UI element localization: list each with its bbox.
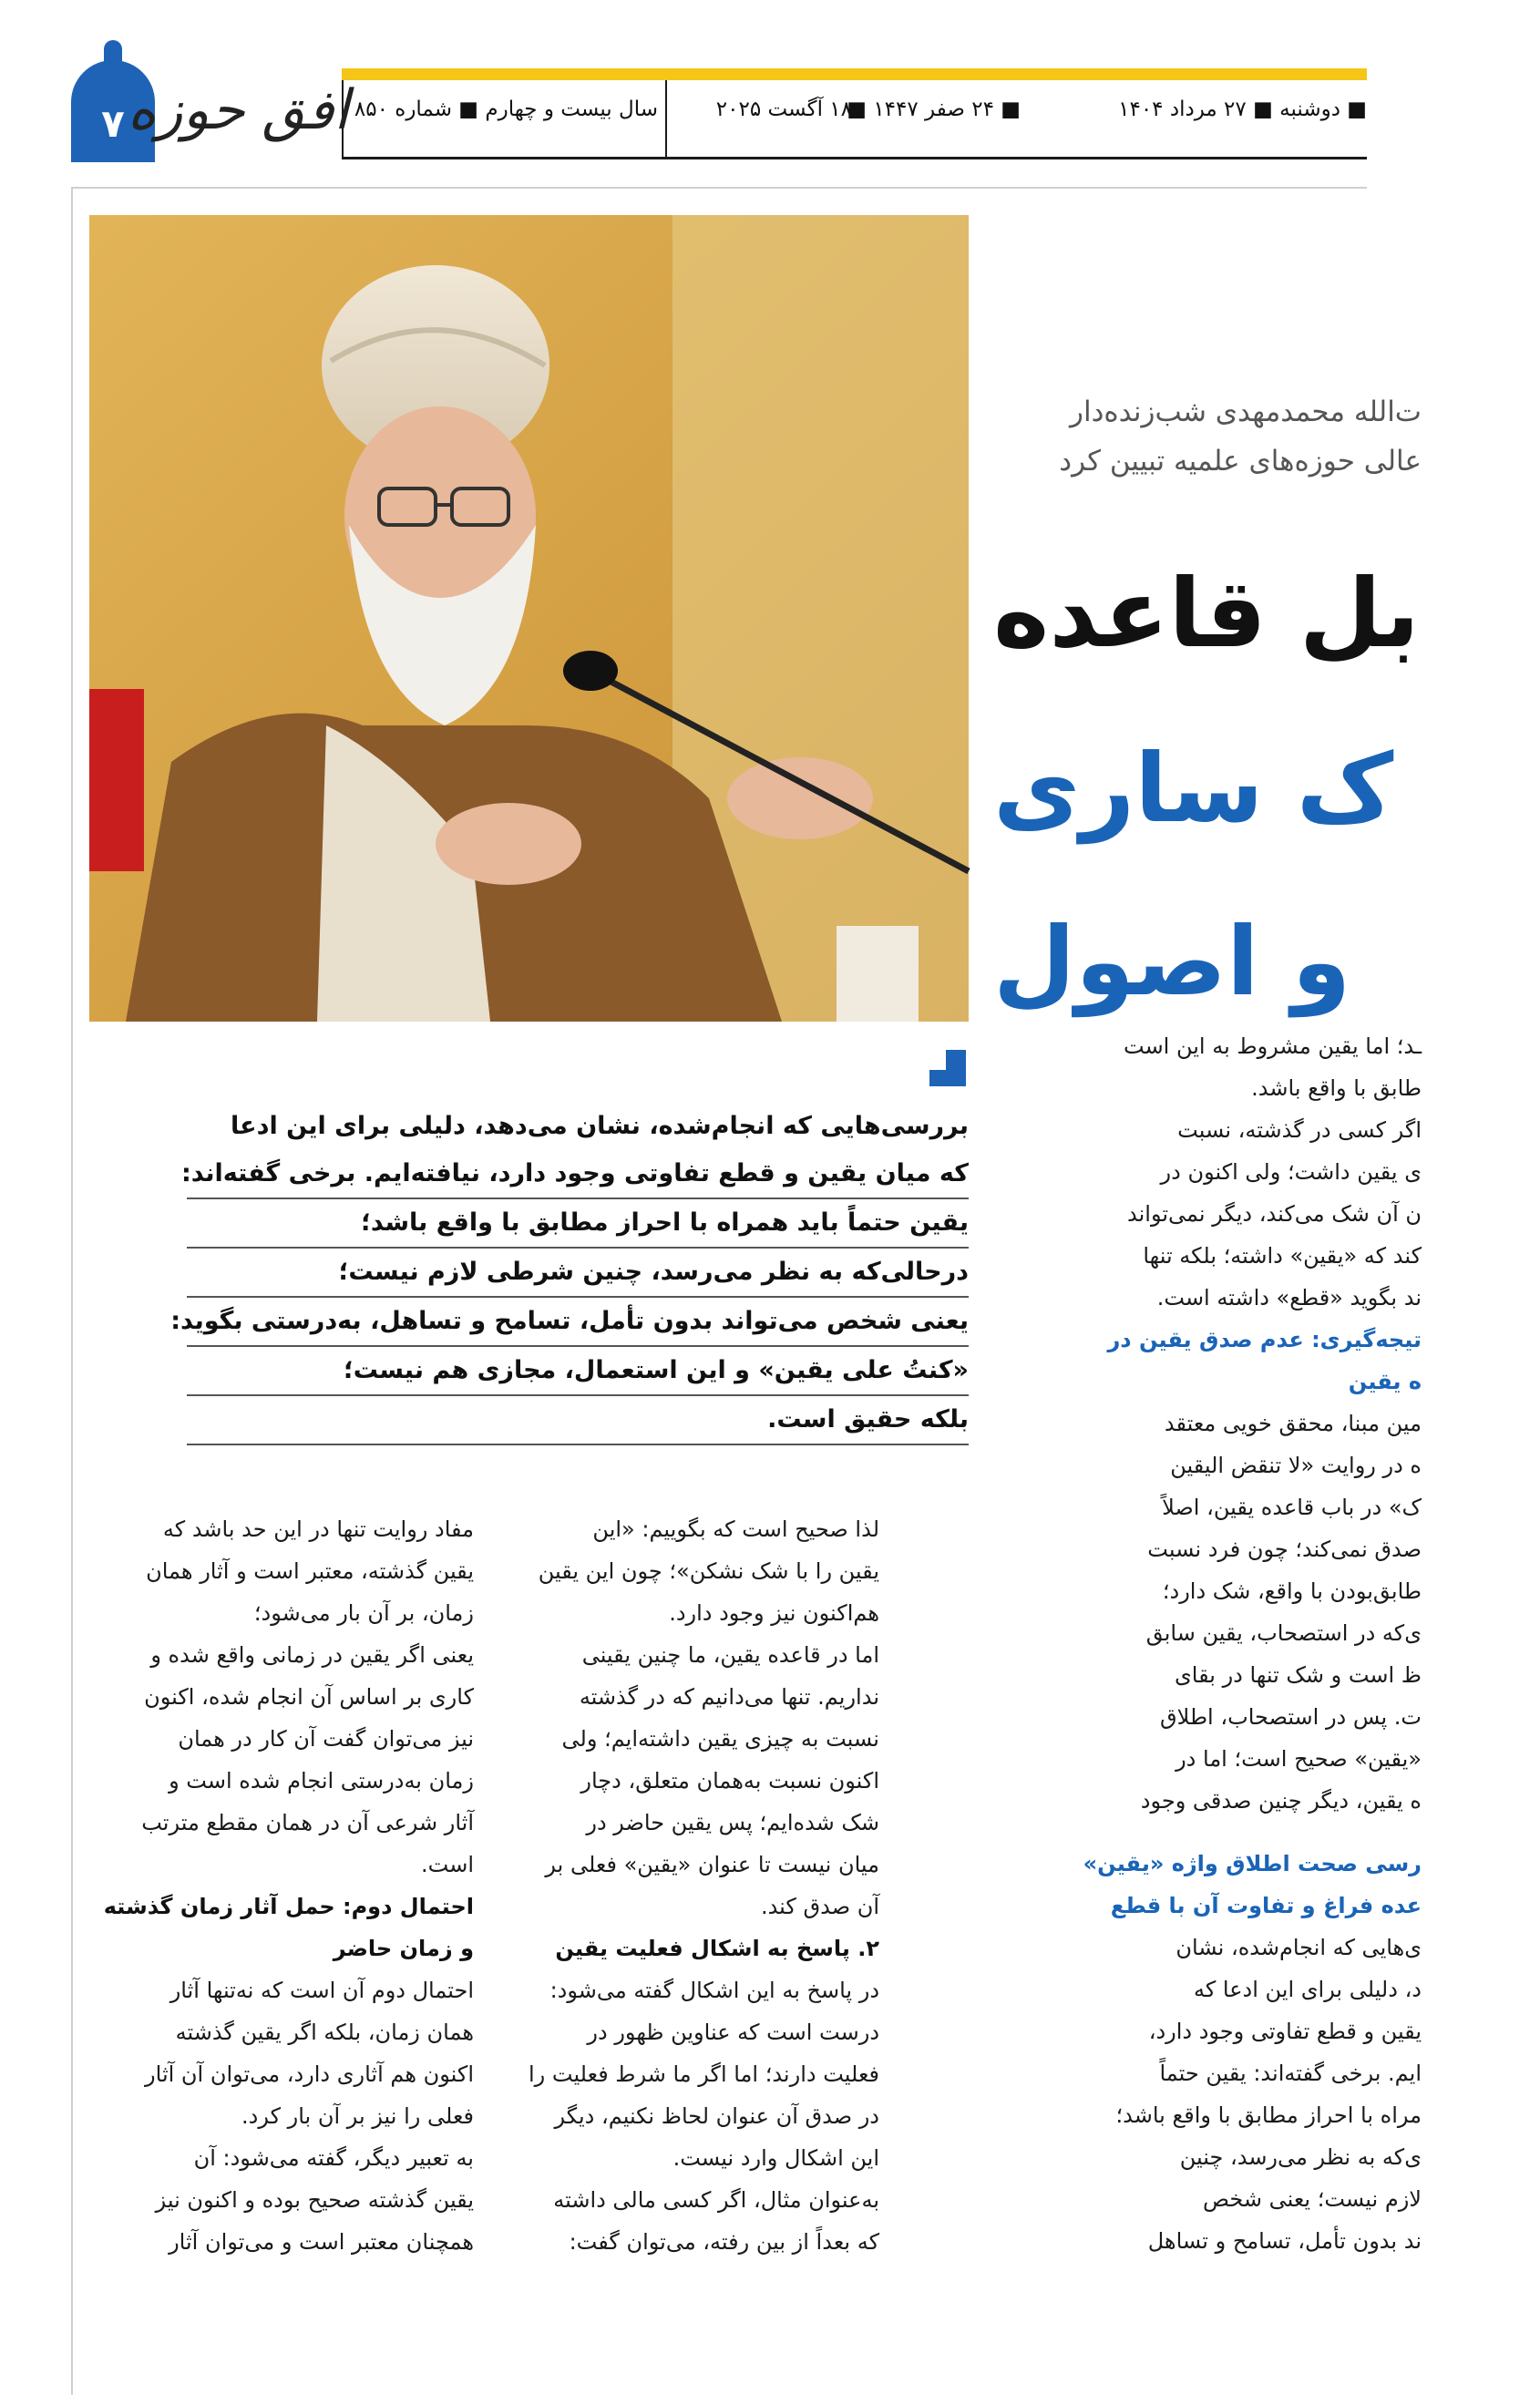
header-rule <box>342 157 1367 159</box>
text-line: ی یقین داشت؛ ولی اکنون در <box>1160 1159 1422 1185</box>
text-line: فعلی را نیز بر آن بار کرد. <box>241 2103 474 2129</box>
text-line: ت. پس در استصحاب، اطلاق <box>1160 1704 1422 1730</box>
text-line: طابق‌بودن با واقع، شک دارد؛ <box>1162 1578 1422 1604</box>
page-number: ۷ <box>101 101 125 146</box>
article-column-middle <box>519 1508 879 2263</box>
section-heading: ه یقین <box>1348 1369 1422 1394</box>
text-line: درست است که عناوین ظهور در <box>587 2020 879 2045</box>
text-line: نیز می‌توان گفت آن کار در همان <box>178 1726 474 1752</box>
text-line: یعنی اگر یقین در زمانی واقع شده و <box>150 1642 474 1668</box>
text-line: ایم. برخی گفته‌اند: یقین حتماً <box>1159 2061 1422 2086</box>
text-line: ند بدون تأمل، تسامح و تساهل <box>1147 2228 1422 2254</box>
text-line: ـد؛ اما یقین مشروط به این است <box>1124 1033 1422 1059</box>
text-line: نسبت به چیزی یقین داشته‌ایم؛ ولی <box>561 1726 879 1752</box>
headline-line: بل قاعده <box>993 558 1420 669</box>
speaker-illustration <box>89 215 969 1022</box>
article-photo <box>89 215 969 1022</box>
text-line: یقین گذشته، معتبر است و آثار همان <box>146 1558 474 1584</box>
text-line: «یقین» صحیح است؛ اما در <box>1176 1746 1422 1772</box>
text-line: کاری بر اساس آن انجام شده، اکنون <box>144 1684 474 1710</box>
text-line: اکنون هم آثاری دارد، می‌توان آن آثار <box>145 2061 474 2087</box>
text-line: آن صدق کند. <box>760 1894 879 1919</box>
text-line: در پاسخ به این اشکال گفته می‌شود: <box>549 1978 879 2003</box>
issue-info: سال بیست و چهارم ■ شماره ۸۵۰ <box>354 98 658 121</box>
text-line: همچنان معتبر است و می‌توان آثار <box>169 2229 474 2255</box>
text-line: ی‌که به نظر می‌رسد، چنین <box>1179 2144 1422 2170</box>
text-line: یقین را با شک نشکن»؛ چون این یقین <box>538 1558 879 1584</box>
headline-line: ک ساری <box>993 733 1394 844</box>
section-heading: رسی صحت اطلاق واژه «یقین» <box>1083 1851 1422 1876</box>
header-color-bar <box>342 68 1367 80</box>
kicker-line: ت‌الله محمدمهدی شب‌زنده‌دار <box>1070 396 1422 428</box>
text-line: اگر کسی در گذشته، نسبت <box>1177 1117 1422 1143</box>
text-line: مفاد روایت تنها در این حد باشد که <box>162 1516 474 1542</box>
text-line: طابق با واقع باشد. <box>1251 1075 1422 1101</box>
text-line: یقین گذشته صحیح بوده و اکنون نیز <box>155 2187 474 2213</box>
pull-quote <box>170 1103 969 1445</box>
pull-quote-line: یقین حتماً باید همراه با احراز مطابق با واقع باشد؛ <box>187 1199 969 1249</box>
text-line: کند که «یقین» داشته؛ بلکه تنها <box>1143 1243 1422 1269</box>
text-line: لذا صحیح است که بگوییم: «این <box>592 1516 879 1542</box>
article-kicker <box>1002 387 1422 486</box>
text-line: مراه با احراز مطابق با واقع باشد؛ <box>1115 2102 1422 2128</box>
text-line: مین مبنا، محقق خویی معتقد <box>1164 1411 1422 1436</box>
text-line: همان زمان، بلکه اگر یقین گذشته <box>175 2020 474 2045</box>
text-line: ظ است و شک تنها در بقای <box>1175 1662 1422 1688</box>
text-line: در صدق آن عنوان لحاظ نکنیم، دیگر <box>554 2103 879 2129</box>
header-divider <box>665 80 667 157</box>
text-line: ن آن شک می‌کند، دیگر نمی‌تواند <box>1127 1201 1422 1227</box>
text-line: هم‌اکنون نیز وجود دارد. <box>669 1600 879 1626</box>
text-line: د، دلیلی برای این ادعا که <box>1193 1977 1422 2002</box>
text-line: آثار شرعی آن در همان مقطع مترتب <box>141 1810 474 1835</box>
text-line: ه یقین، دیگر چنین صدقی وجود <box>1140 1788 1422 1814</box>
text-line: این اشکال وارد نیست. <box>672 2145 879 2171</box>
text-line: ی‌که در استصحاب، یقین سابق <box>1145 1620 1422 1646</box>
section-heading: عده فراغ و تفاوت آن با قطع <box>1110 1893 1422 1918</box>
pull-quote-line: که میان یقین و قطع تفاوتی وجود دارد، نیافته‌ایم. برخی گفته‌اند: <box>187 1150 969 1199</box>
text-line: است. <box>421 1852 474 1877</box>
text-line: میان نیست تا عنوان «یقین» فعلی بر <box>545 1852 879 1877</box>
kicker-line: عالی حوزه‌های علمیه تبیین کرد <box>1059 445 1422 478</box>
article-column-left <box>91 1508 474 2263</box>
section-heading: تیجه‌گیری: عدم صدق یقین در <box>1107 1327 1422 1352</box>
persian-date: ■ دوشنبه ■ ۲۷ مرداد ۱۴۰۴ <box>1118 98 1367 121</box>
section-heading: احتمال دوم: حمل آثار زمان گذشته <box>103 1894 474 1919</box>
text-line: فعلیت دارند؛ اما اگر ما شرط فعلیت را <box>528 2061 879 2087</box>
text-line: زمان به‌درستی انجام شده است و <box>169 1768 474 1794</box>
text-line: ک» در باب قاعده یقین، اصلاً <box>1162 1495 1422 1520</box>
text-line: صدق نمی‌کند؛ چون فرد نسبت <box>1147 1537 1422 1562</box>
frame-line <box>71 187 73 2395</box>
text-line: که بعداً از بین رفته، می‌توان گفت: <box>569 2229 879 2255</box>
pull-quote-line: «کنتُ علی یقین» و این استعمال، مجازی هم نیست؛ <box>187 1347 969 1396</box>
text-line: ند بگوید «قطع» داشته است. <box>1156 1285 1422 1311</box>
pull-quote-line: بررسی‌هایی که انجام‌شده، نشان می‌دهد، دلیلی برای این ادعا <box>231 1112 969 1140</box>
publication-logo: افق حوزه <box>128 78 349 142</box>
text-line: به تعبیر دیگر، گفته می‌شود: آن <box>193 2145 474 2171</box>
text-line: اما در قاعده یقین، ما چنین یقینی <box>581 1642 879 1668</box>
text-line: لازم نیست؛ یعنی شخص <box>1202 2186 1422 2212</box>
quote-mark-icon <box>929 1050 966 1086</box>
section-heading: و زمان حاضر <box>333 1936 474 1961</box>
spacer <box>1002 1822 1422 1843</box>
text-line: یقین و قطع تفاوتی وجود دارد، <box>1148 2019 1422 2044</box>
text-line: زمان، بر آن بار می‌شود؛ <box>253 1600 474 1626</box>
article-column-right <box>1002 1025 1422 2262</box>
pull-quote-line: یعنی شخص می‌تواند بدون تأمل، تسامح و تساهل، به‌درستی بگوید: <box>187 1298 969 1347</box>
hijri-date: ■ ۲۴ صفر ۱۴۴۷ ■ <box>847 98 1021 121</box>
frame-line <box>71 187 1367 189</box>
text-line: احتمال دوم آن است که نه‌تنها آثار <box>169 1978 474 2003</box>
text-line: نداریم. تنها می‌دانیم که در گذشته <box>579 1684 879 1710</box>
text-line: ی‌هایی که انجام‌شده، نشان <box>1176 1935 1422 1960</box>
pull-quote-line: بلکه حقیق است. <box>187 1396 969 1445</box>
text-line: اکنون نسبت به‌همان متعلق، دچار <box>580 1768 879 1794</box>
text-line: ه در روایت «لا تنقض الیقین <box>1170 1453 1422 1478</box>
pull-quote-line: درحالی‌که به نظر می‌رسد، چنین شرطی لازم نیست؛ <box>187 1249 969 1298</box>
gregorian-date: ۱۸ آگست ۲۰۲۵ <box>715 98 852 121</box>
text-line: شک شده‌ایم؛ پس یقین حاضر در <box>586 1810 879 1835</box>
text-line: به‌عنوان مثال، اگر کسی مالی داشته <box>553 2187 879 2213</box>
headline-line: و اصول <box>993 906 1351 1017</box>
section-heading: ۲. پاسخ به اشکال فعلیت یقین <box>555 1936 879 1961</box>
